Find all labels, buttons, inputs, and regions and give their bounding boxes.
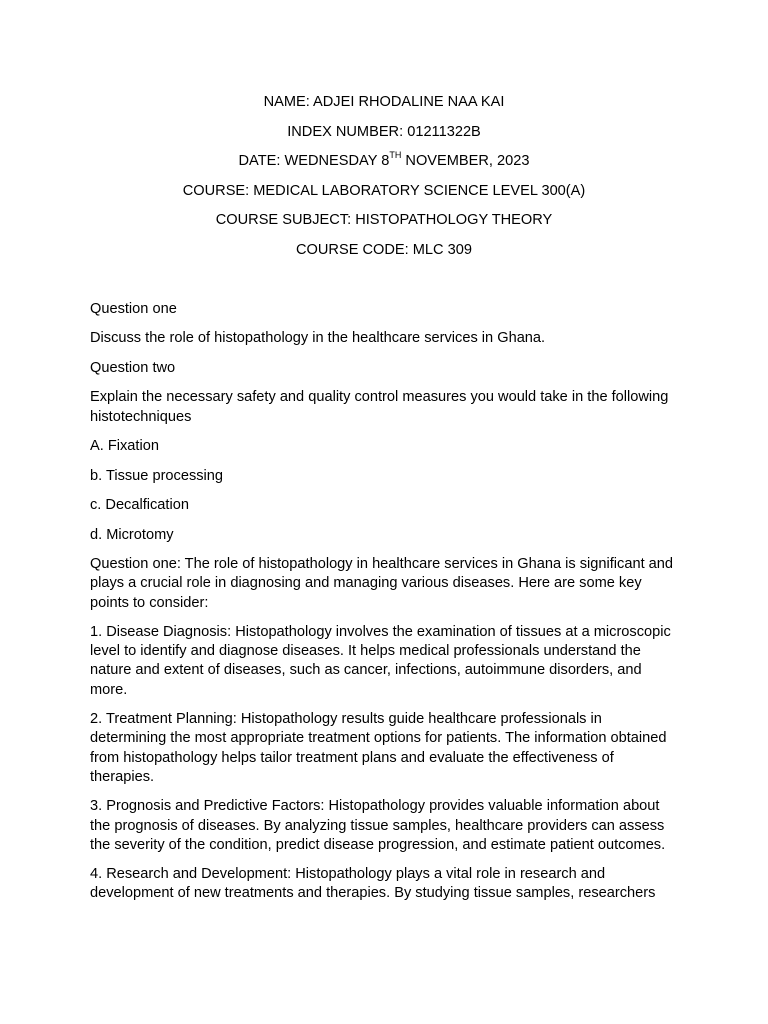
answer-intro: Question one: The role of histopathology in healthcare services in Ghana is significant and plays a crucial role in diagnosing and managing various diseases. Here are some key points to consider: (90, 555, 674, 611)
answer-point-3: 3. Prognosis and Predictive Factors: Histopathology provides valuable information about the prognosis of diseases. By analyzing tissue samples, healthcare providers can assess the severity of the condition, predict disease progression, and estimate patient outcomes. (90, 798, 666, 853)
question-two-item-a: A. Fixation (90, 438, 159, 455)
question-two-item-d: d. Microtomy (90, 526, 174, 543)
answer-point-2: 2. Treatment Planning: Histopathology results guide healthcare professionals in determining the most appropriate treatment options for patients. The information obtained from histopathology helps tailor treatment plans and evaluate the effectiveness of therapies. (90, 711, 667, 785)
question-two-item-c: c. Decalfication (90, 497, 189, 514)
question-two-heading: Question two (90, 359, 176, 376)
question-one-text: Discuss the role of histopathology in the healthcare services in Ghana. (90, 330, 546, 347)
student-name: NAME: ADJEI RHODALINE NAA KAI (263, 94, 505, 110)
document-header (90, 92, 678, 269)
date-suffix: NOVEMBER, 2023 (401, 153, 530, 169)
course-subject-line: COURSE SUBJECT: HISTOPATHOLOGY THEORY (215, 212, 553, 228)
answer-point-1: 1. Disease Diagnosis: Histopathology involves the examination of tissues at a microscopic level to identify and diagnose diseases. It helps medical professionals understand the nature and extent of diseases, such as cancer, infections, autoimmune disorders, and more. (90, 623, 671, 698)
date-superscript: TH (389, 150, 402, 161)
answer-point-4: 4. Research and Development: Histopathology plays a vital role in research and development of new treatments and therapies. By studying tissue samples, researchers (90, 866, 656, 902)
date-prefix: DATE: WEDNESDAY 8 (238, 153, 390, 169)
course-code-line: COURSE CODE: MLC 309 (296, 241, 472, 258)
question-one-heading: Question one (90, 301, 177, 317)
index-number: INDEX NUMBER: 01211322B (287, 123, 481, 140)
question-two-text: Explain the necessary safety and quality control measures you would take in the following histotechniques (90, 389, 669, 425)
question-two-item-b: b. Tissue processing (90, 467, 224, 484)
date-line (90, 151, 678, 181)
course-line: COURSE: MEDICAL LABORATORY SCIENCE LEVEL 300(A) (182, 182, 586, 199)
